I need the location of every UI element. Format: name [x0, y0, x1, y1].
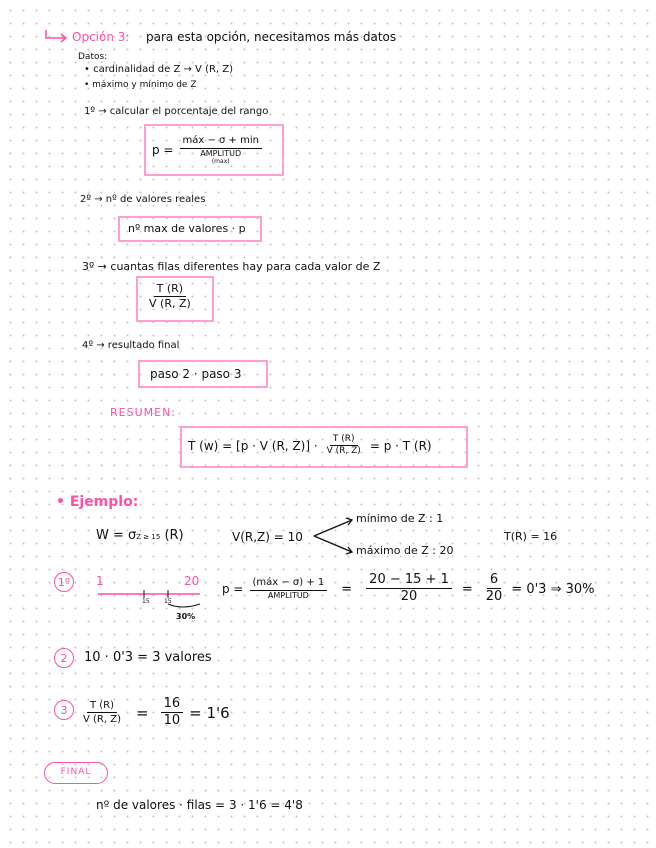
ex1-f1-den: AMPLITUD [267, 590, 309, 600]
ex1-f2-num: 20 − 15 + 1 [366, 572, 452, 589]
ex3-f2-num: 16 [161, 696, 184, 713]
tick-label-2: 15 [164, 598, 172, 605]
datos-item-2: • máximo y mínimo de Z [84, 80, 197, 90]
ex1-p-lhs: p = [222, 582, 244, 597]
ex1-equation: p = $\frac{\text{(máx − σ) + 1}}{\text{AMPLITUD}}$ = $\frac{20 - 15 + 1}{20}$ = $\frac{6}{20}$ = 0'3 ⇒ 30% [222, 572, 595, 605]
step3-den: V (R, Z) [149, 296, 191, 310]
step2-text: 2º → nº de valores reales [80, 194, 206, 205]
axis-start: 1 [96, 574, 104, 588]
w-def-rest: (R) [164, 528, 184, 543]
resumen-box [180, 426, 468, 468]
ex2-text: 10 · 0'3 = 3 valores [84, 650, 212, 665]
step2-box [118, 216, 262, 242]
ex1-f1-num: (máx − σ) + 1 [250, 577, 328, 591]
step1-formula-den: AMPLITUD [200, 148, 242, 158]
ex1-f3-num: 6 [487, 572, 501, 589]
final-text: nº de valores · filas = 3 · 1'6 = 4'8 [96, 798, 303, 812]
step1-formula-note: (max) [211, 157, 230, 165]
resumen-rhs: = p · T (R) [369, 438, 432, 453]
step1-text: 1º → calcular el porcentaje del rango [84, 106, 269, 117]
w-def-sub: Z ≥ 15 [136, 533, 161, 541]
datos-title: Datos: [78, 52, 108, 62]
ex1-fraction-2 [366, 572, 452, 606]
max-label: máximo de Z : 20 [356, 544, 454, 557]
ex3-marker: 3 [54, 700, 74, 720]
step3-text: 3º → cuantas filas diferentes hay para cada valor de Z [82, 260, 381, 273]
step4-box [138, 360, 268, 388]
w-definition [96, 528, 184, 543]
ejemplo-title: • Ejemplo: [56, 494, 139, 510]
step1-formula-box [144, 124, 284, 176]
resumen-label: RESUMEN: [110, 406, 177, 419]
ex3-f2-den: 10 [163, 713, 181, 729]
resumen-frac-num: T (R) [330, 434, 358, 446]
ex1-fraction-3 [483, 572, 506, 606]
resumen-fraction [324, 434, 364, 458]
axis-end: 20 [184, 574, 200, 588]
ex3-f1-den: V (R, Z) [83, 714, 121, 726]
min-label: mínimo de Z : 1 [356, 512, 444, 525]
step3-num: T (R) [154, 282, 186, 297]
ex1-f2-den: 20 [400, 589, 418, 605]
w-def-main: W = σ [96, 528, 137, 543]
t-definition: T(R) = 16 [504, 530, 558, 543]
datos-item-1: • cardinalidad de Z → V (R, Z) [84, 64, 234, 75]
ex1-marker: 1º [54, 572, 74, 592]
resumen-frac-den: V (R, Z) [326, 446, 361, 457]
ex3-equation: $\frac{T (R)}{V (R, Z)}$ = $\frac{16}{10}$ = 1'6 [80, 696, 230, 730]
option-label: Opción 3: [72, 30, 130, 44]
ex3-f1-num: T (R) [87, 700, 117, 714]
ex1-result: = 0'3 ⇒ 30% [511, 581, 595, 597]
ex3-result: = 1'6 [189, 704, 230, 723]
ex3-fraction-1 [80, 700, 124, 727]
step1-formula-lhs: p = [152, 142, 174, 157]
step2-box-text: nº max de valores · p [128, 222, 246, 235]
step3-fraction [146, 282, 194, 311]
ex3-fraction-2 [161, 696, 184, 730]
percent-note: 30% [176, 612, 196, 621]
ex2-marker: 2 [54, 648, 74, 668]
intro-text: para esta opción, necesitamos más datos [146, 30, 397, 44]
resumen-lhs: T (w) = [p · V (R, Z)] · [188, 438, 318, 453]
step1-formula-fraction [180, 135, 262, 165]
branch-arrows-icon [312, 516, 358, 556]
step3-box [136, 276, 214, 322]
tick-label-1: 15 [142, 598, 150, 605]
v-definition: V(R,Z) = 10 [232, 530, 303, 544]
arrow-icon [44, 30, 70, 44]
step1-formula-num: máx − σ + min [180, 135, 262, 149]
ex1-f3-den: 20 [485, 589, 503, 605]
ex1-fraction-1 [250, 577, 328, 601]
final-badge: FINAL [44, 762, 108, 784]
step4-box-text: paso 2 · paso 3 [150, 367, 242, 381]
step4-text: 4º → resultado final [82, 340, 180, 351]
